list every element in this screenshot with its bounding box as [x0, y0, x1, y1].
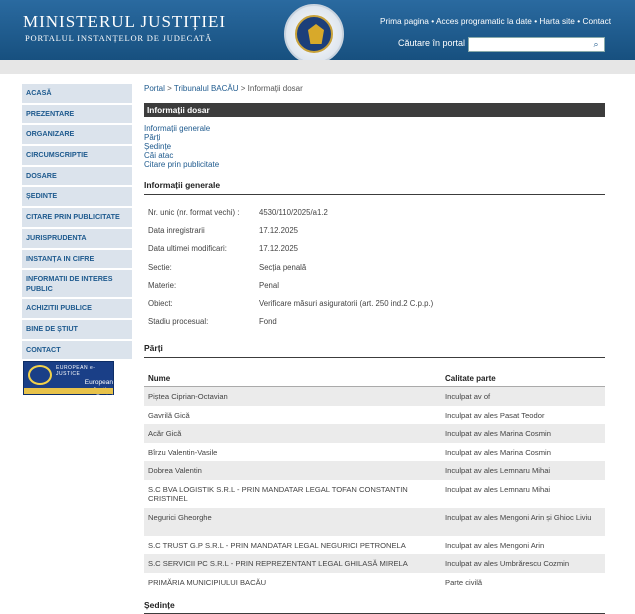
- general-info-title: Informații generale: [144, 180, 605, 195]
- link-prima-pagina[interactable]: Prima pagina: [380, 16, 429, 26]
- info-row: [144, 208, 605, 226]
- search-input[interactable]: [468, 37, 605, 52]
- info-key: Data ultimei modificari:: [148, 244, 227, 254]
- sidebar-nav: [22, 84, 132, 361]
- table-row: [144, 573, 605, 592]
- link-parti[interactable]: Părți: [144, 133, 161, 142]
- info-row: [144, 281, 605, 299]
- info-row: [144, 299, 605, 317]
- coat-of-arms-icon[interactable]: [284, 4, 344, 64]
- sidebar-item-bine-de-stiut[interactable]: BINE DE ȘTIUT: [22, 320, 132, 339]
- party-role: Inculpat av ales Pasat Teodor: [445, 410, 545, 420]
- party-role: Inculpat av ales Marina Cosmin: [445, 447, 551, 457]
- link-citare[interactable]: Citare prin publicitate: [144, 160, 220, 169]
- info-key: Sectie:: [148, 262, 172, 272]
- site-header: [0, 0, 635, 60]
- sidebar-item-sedinte[interactable]: ȘEDINTE: [22, 187, 132, 206]
- party-name: PRIMĂRIA MUNICIPIULUI BACĂU: [148, 577, 267, 587]
- info-row: [144, 263, 605, 281]
- party-name: S.C TRUST G.P S.R.L - PRIN MANDATAR LEGAL NEGURICI PETRONELA: [148, 540, 406, 550]
- site-subtitle[interactable]: PORTALUL INSTANȚELOR DE JUDECATĂ: [25, 33, 213, 43]
- breadcrumb-portal[interactable]: Portal: [144, 84, 165, 93]
- party-role: Inculpat av ales Umbrărescu Cozmin: [445, 559, 570, 569]
- page-title: Informații dosar: [144, 103, 605, 117]
- party-name: Dobrea Valentin: [148, 466, 202, 476]
- site-title[interactable]: MINISTERUL JUSTIȚIEI: [23, 12, 227, 31]
- party-role: Inculpat av of: [445, 392, 491, 402]
- breadcrumb: [144, 84, 605, 98]
- parti-title: Părți: [144, 343, 605, 358]
- info-key: Materie:: [148, 280, 177, 290]
- info-value: 4530/110/2025/a1.2: [259, 208, 328, 217]
- ejustice-line-2: Portal: [96, 394, 113, 401]
- table-row: [144, 461, 605, 480]
- sidebar-item-organizare[interactable]: ORGANIZARE: [22, 125, 132, 144]
- parti-table: [144, 369, 605, 591]
- link-harta-site[interactable]: Harta site: [539, 16, 575, 26]
- sidebar-item-acasa[interactable]: ACASĂ: [22, 84, 132, 103]
- breadcrumb-sep: >: [240, 84, 248, 93]
- party-role: Parte civilă: [445, 577, 483, 587]
- party-name: Bîrzu Valentin-Vasile: [148, 447, 218, 457]
- sidebar-item-circumscriptie[interactable]: CIRCUMSCRIPTIE: [22, 146, 132, 165]
- table-body: [144, 387, 605, 591]
- table-row: [144, 536, 605, 555]
- table-row: [144, 424, 605, 443]
- search-icon[interactable]: ⌕: [593, 39, 599, 49]
- header-name: Nume: [148, 374, 171, 384]
- info-value: 17.12.2025: [259, 244, 299, 254]
- info-value: Fond: [259, 317, 277, 327]
- table-row: [144, 443, 605, 462]
- bullet: •: [534, 16, 540, 26]
- sidebar-item-prezentare[interactable]: PREZENTARE: [22, 105, 132, 124]
- eagle-icon: [308, 24, 324, 44]
- link-acces-programatic[interactable]: Acces programatic la date: [435, 16, 532, 26]
- party-name: Piștea Ciprian-Octavian: [148, 392, 228, 402]
- table-row: [144, 480, 605, 508]
- header-role: Calitate parte: [445, 374, 496, 384]
- ejustice-base-stripe: [24, 388, 113, 394]
- party-role: Inculpat av ales Mengoni Arin și Ghioc Liviu: [445, 512, 592, 522]
- link-cai-atac[interactable]: Căi atac: [144, 151, 174, 160]
- ejustice-logo-icon: [28, 365, 52, 385]
- breadcrumb-sep: >: [167, 84, 174, 93]
- table-header: [144, 369, 605, 387]
- bullet: •: [577, 16, 583, 26]
- party-name: Negurici Gheorghe: [148, 512, 212, 522]
- info-row: [144, 244, 605, 262]
- table-row: [144, 508, 605, 536]
- sidebar-item-achizitii[interactable]: ACHIZITII PUBLICE: [22, 299, 132, 318]
- top-links: [380, 16, 611, 26]
- link-informatii-generale[interactable]: Informații generale: [144, 124, 211, 133]
- party-role: Inculpat av ales Lemnaru Mihai: [445, 466, 551, 476]
- info-key: Stadiu procesual:: [148, 317, 209, 327]
- ejustice-top-text: EUROPEAN e-JUSTICE: [56, 365, 96, 377]
- info-row: [144, 226, 605, 244]
- sidebar-item-jurisprudenta[interactable]: JURISPRUDENTA: [22, 229, 132, 248]
- info-key: Data inregistrarii: [148, 226, 205, 236]
- breadcrumb-current: Informații dosar: [247, 84, 303, 93]
- sidebar-item-contact[interactable]: CONTACT: [22, 341, 132, 360]
- party-role: Inculpat av ales Mengoni Arin: [445, 540, 545, 550]
- seal-inner: [295, 15, 333, 53]
- sidebar-item-citare[interactable]: CITARE PRIN PUBLICITATE: [22, 208, 132, 227]
- party-name: S.C BVA LOGISTIK S.R.L - PRIN MANDATAR LEGAL TOFAN CONSTANTIN CRISTINEL: [148, 484, 408, 503]
- party-name: Acăr Gică: [148, 429, 182, 439]
- sidebar-item-instanta-cifre[interactable]: INSTANȚA IN CIFRE: [22, 250, 132, 269]
- sidebar-item-dosare[interactable]: DOSARE: [22, 167, 132, 186]
- link-contact[interactable]: Contact: [582, 16, 612, 26]
- info-value: Verificare măsuri asiguratorii (art. 250 ind.2 C.p.p.): [259, 298, 434, 308]
- table-row: [144, 554, 605, 573]
- section-links: [144, 124, 605, 169]
- info-value: Penal: [259, 280, 279, 290]
- main-content: [144, 84, 605, 591]
- breadcrumb-court[interactable]: Tribunalul BACĂU: [173, 84, 239, 93]
- search-label: Căutare în portal: [398, 38, 466, 48]
- info-key: Obiect:: [148, 298, 173, 308]
- party-role: Inculpat av ales Lemnaru Mihai: [445, 484, 551, 494]
- info-value: Secția penală: [259, 262, 307, 272]
- table-row: [144, 406, 605, 425]
- party-name: Gavrilă Gică: [148, 410, 190, 420]
- sidebar-item-informatii-public[interactable]: INFORMATII DE INTERES PUBLIC: [22, 270, 132, 297]
- table-row: [144, 387, 605, 406]
- sedinte-title: Ședințe: [144, 600, 605, 614]
- info-key: Nr. unic (nr. format vechi) :: [148, 208, 240, 217]
- party-name: S.C SERVICII PC S.R.L - PRIN REPREZENTANT LEGAL GHILASĂ MIRELA: [148, 559, 408, 569]
- ejustice-portal-banner[interactable]: [23, 361, 114, 401]
- header-band: [0, 60, 635, 74]
- link-sedinte[interactable]: Ședințe: [144, 142, 172, 151]
- ejustice-line-1: European: [84, 379, 113, 386]
- general-info-table: [144, 208, 605, 335]
- bullet: •: [431, 16, 436, 26]
- info-value: 17.12.2025: [259, 226, 299, 236]
- party-role: Inculpat av ales Marina Cosmin: [445, 429, 551, 439]
- info-row: [144, 317, 605, 335]
